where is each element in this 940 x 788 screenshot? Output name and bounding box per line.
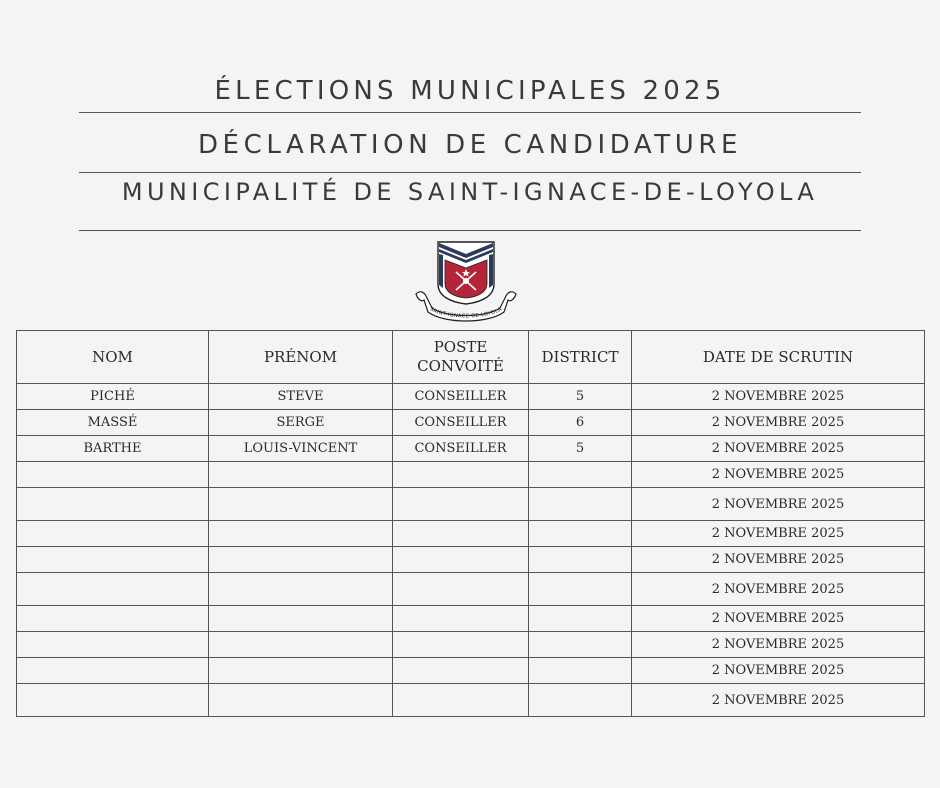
cell-poste [393,606,529,632]
cell-district [529,462,632,488]
header-nom: NOM [17,331,209,384]
cell-prenom [209,488,393,521]
cell-poste: CONSEILLER [393,436,529,462]
table-row [17,573,925,606]
cell-date: 2 NOVEMBRE 2025 [632,521,925,547]
table-row [17,684,925,717]
cell-date: 2 NOVEMBRE 2025 [632,632,925,658]
cell-district [529,684,632,717]
cell-district: 6 [529,410,632,436]
header-date: DATE DE SCRUTIN [632,331,925,384]
cell-poste: CONSEILLER [393,410,529,436]
cell-nom [17,684,209,717]
table-row [17,410,925,436]
cell-date: 2 NOVEMBRE 2025 [632,658,925,684]
divider-line [79,172,861,173]
cell-district [529,573,632,606]
cell-nom [17,521,209,547]
cell-prenom: LOUIS-VINCENT [209,436,393,462]
table-row [17,488,925,521]
cell-poste [393,547,529,573]
table-row [17,436,925,462]
header-poste-line1: POSTE [433,338,488,356]
cell-poste [393,488,529,521]
cell-date: 2 NOVEMBRE 2025 [632,436,925,462]
cell-date: 2 NOVEMBRE 2025 [632,606,925,632]
cell-nom [17,632,209,658]
cell-prenom: STEVE [209,384,393,410]
cell-date: 2 NOVEMBRE 2025 [632,547,925,573]
cell-district [529,632,632,658]
cell-nom: BARTHE [17,436,209,462]
cell-district [529,606,632,632]
cell-prenom [209,684,393,717]
divider-line [79,112,861,113]
cell-district: 5 [529,436,632,462]
table-header-row [17,331,925,384]
cell-poste [393,632,529,658]
cell-prenom [209,462,393,488]
table-row [17,384,925,410]
cell-nom [17,658,209,684]
cell-poste [393,658,529,684]
cell-nom [17,606,209,632]
cell-nom: PICHÉ [17,384,209,410]
divider-line [79,230,861,231]
cell-prenom: SERGE [209,410,393,436]
cell-district [529,488,632,521]
cell-nom: MASSÉ [17,410,209,436]
table-row [17,606,925,632]
table-row [17,521,925,547]
cell-prenom [209,547,393,573]
cell-date: 2 NOVEMBRE 2025 [632,410,925,436]
title-municipality: MUNICIPALITÉ DE SAINT-IGNACE-DE-LOYOLA [121,178,819,206]
header-district: DISTRICT [529,331,632,384]
cell-date: 2 NOVEMBRE 2025 [632,488,925,521]
cell-poste [393,521,529,547]
cell-prenom [209,573,393,606]
header-prenom: PRÉNOM [209,331,393,384]
title-elections: ÉLECTIONS MUNICIPALES 2025 [214,76,726,106]
cell-prenom [209,521,393,547]
cell-date: 2 NOVEMBRE 2025 [632,573,925,606]
cell-date: 2 NOVEMBRE 2025 [632,384,925,410]
cell-nom [17,573,209,606]
cell-prenom [209,658,393,684]
table-row [17,462,925,488]
cell-nom [17,547,209,573]
cell-poste [393,573,529,606]
municipal-crest-icon [410,238,522,330]
header-poste [393,331,529,384]
crest-banner-text: SAINT-IGNACE-DE-LOYOLA [428,306,504,320]
cell-nom [17,462,209,488]
cell-district: 5 [529,384,632,410]
cell-date: 2 NOVEMBRE 2025 [632,684,925,717]
cell-prenom [209,632,393,658]
title-declaration: DÉCLARATION DE CANDIDATURE [197,130,743,160]
candidates-table [16,330,925,717]
cell-poste [393,684,529,717]
cell-district [529,547,632,573]
cell-poste: CONSEILLER [393,384,529,410]
header-poste-line2: CONVOITÉ [417,357,504,375]
cell-poste [393,462,529,488]
table-row [17,658,925,684]
cell-nom [17,488,209,521]
table-row [17,632,925,658]
cell-district [529,521,632,547]
cell-district [529,658,632,684]
table-row [17,547,925,573]
cell-prenom [209,606,393,632]
cell-date: 2 NOVEMBRE 2025 [632,462,925,488]
